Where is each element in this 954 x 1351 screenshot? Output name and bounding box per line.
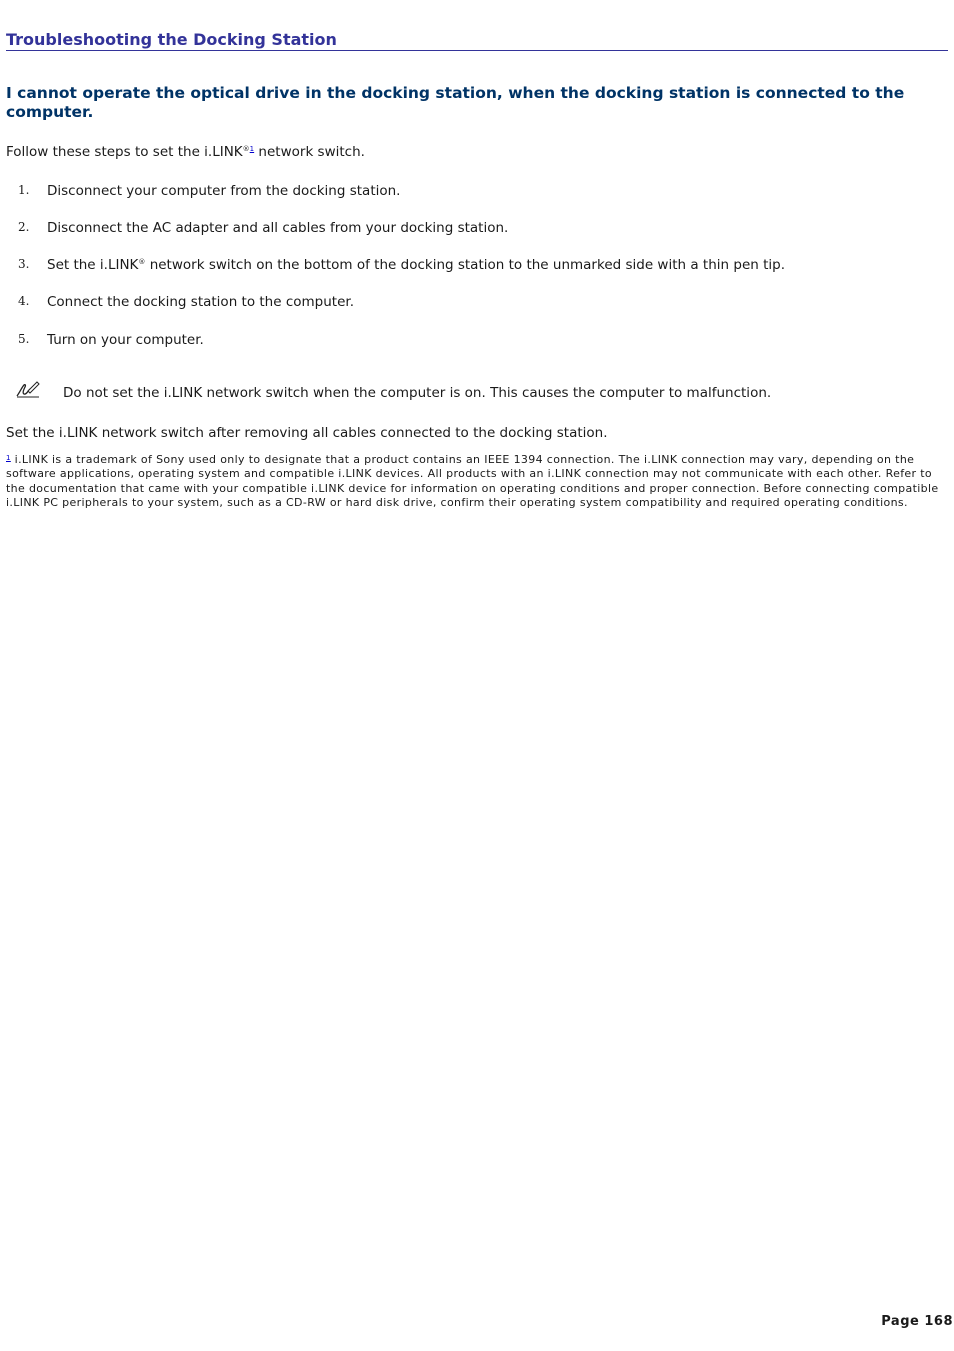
step-text: Turn on your computer. [47, 332, 204, 348]
registered-mark: ® [138, 258, 146, 266]
footnote-link[interactable]: 1 [249, 145, 255, 153]
step-number: 5. [18, 332, 30, 346]
step-text: Disconnect your computer from the docking station. [47, 183, 401, 199]
step-text: Connect the docking station to the computer. [47, 294, 354, 310]
intro-text-after: network switch. [254, 144, 365, 160]
note-text: Do not set the i.LINK network switch when the computer is on. This causes the computer to malfunction. [63, 385, 772, 401]
step-number: 4. [18, 294, 30, 308]
step-text [47, 256, 785, 274]
after-note-text: Set the i.LINK network switch after removing all cables connected to the docking station. [6, 425, 608, 441]
step-text-before: Set the i.LINK [47, 257, 139, 273]
footnote [6, 453, 948, 511]
page-title: Troubleshooting the Docking Station [6, 30, 948, 51]
intro-text-before: Follow these steps to set the i.LINK [6, 144, 243, 160]
question-heading: I cannot operate the optical drive in the docking station, when the docking station is connected to the computer. [6, 84, 905, 121]
footnote-number-link[interactable]: 1 [6, 454, 11, 462]
intro-text [6, 143, 365, 161]
pen-note-icon [15, 378, 41, 400]
step-text-after: network switch on the bottom of the docking station to the unmarked side with a thin pen tip. [145, 257, 786, 273]
step-number: 2. [18, 220, 30, 234]
step-number: 3. [18, 257, 30, 271]
step-text: Disconnect the AC adapter and all cables from your docking station. [47, 220, 509, 236]
registered-mark: ® [242, 145, 250, 153]
footnote-text: i.LINK is a trademark of Sony used only to designate that a product contains an IEEE 1394 connection. The i.LINK connection may vary, depending on the software applications, operating system and compatible i.LINK devices. All products with an i.LINK connection may not communicate with each other. Refer to the documentation that came with your compatible i.LINK device for information on operating conditions and proper connection. Before connecting compatible i.LINK PC peripherals to your system, such as a CD-RW or hard disk drive, confirm their operating system compatibility and required operating conditions. [6, 453, 939, 510]
step-number: 1. [18, 183, 30, 197]
page-number: Page 168 [881, 1314, 953, 1329]
